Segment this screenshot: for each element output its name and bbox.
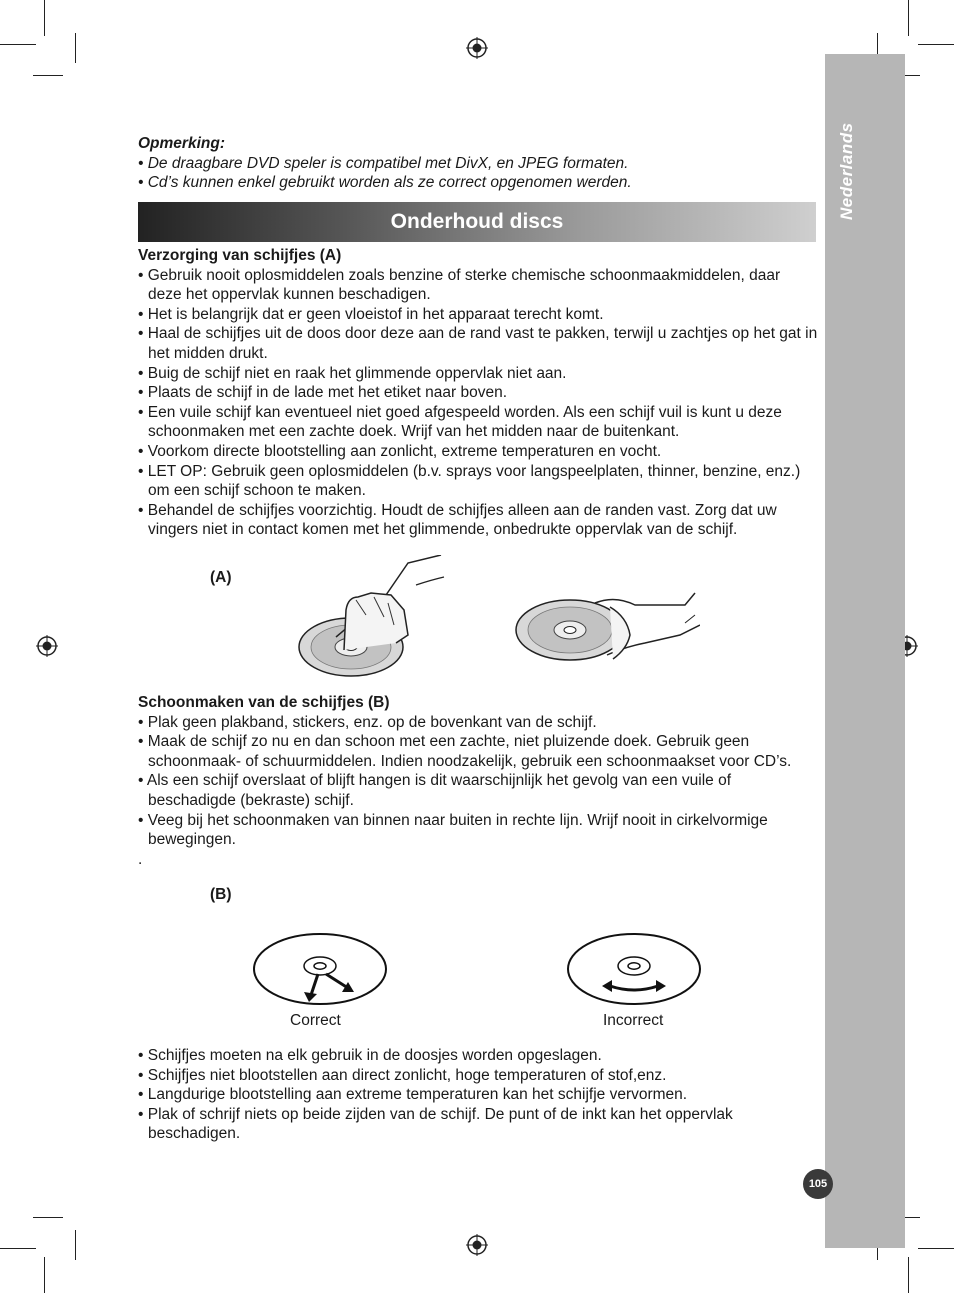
list-item: • Behandel de schijfjes voorzichtig. Houdt de schijfjes alleen aan de randen vast. Zorg dat uw vingers niet in contact komen met het glimmende, onbedrukte oppervlak van de schijf. — [138, 501, 777, 539]
note-line: • Cd’s kunnen enkel gebruikt worden als ze correct opgenomen werden. — [138, 174, 632, 192]
figure-b-label: (B) — [210, 886, 232, 903]
disc-handling-illustration-left — [296, 555, 446, 680]
section-a — [138, 246, 818, 540]
list-item: • Schijfjes niet blootstellen aan direct zonlicht, hoge temperaturen of stof,enz. — [138, 1066, 667, 1084]
list-item: • Gebruik nooit oplosmiddelen zoals benzine of sterke chemische schoonmaakmiddelen, daar deze het oppervlak kunnen beschadigen. — [138, 266, 781, 304]
section-b — [138, 693, 818, 869]
sidebar-language-label: Nederlands — [837, 122, 856, 220]
list-item: • Een vuile schijf kan eventueel niet goed afgespeeld worden. Als een schijf vuil is kunt u deze schoonmaken met een zachte doek. Wrijf van het midden naar de buitenkant. — [138, 403, 782, 441]
list-item: • Schijfjes moeten na elk gebruik in de doosjes worden opgeslagen. — [138, 1047, 602, 1064]
note-block — [138, 134, 818, 193]
section-a-title: Verzorging van schijfjes (A) — [138, 247, 342, 264]
final-notes — [138, 1046, 818, 1144]
list-item: • Langdurige blootstelling aan extreme temperaturen kan het schijfje vervormen. — [138, 1086, 688, 1104]
list-item: • Veeg bij het schoonmaken van binnen naar buiten in rechte lijn. Wrijf nooit in cirkelvormige bewegingen. — [138, 811, 768, 849]
list-item: • Maak de schijf zo nu en dan schoon met een zachte, niet pluizende doek. Gebruik geen schoonmaak- of schuurmiddelen. Indien noodzakelijk, gebruik een schoonmaakset voor CD’s. — [138, 733, 792, 770]
section-b-title: Schoonmaken van de schijfjes (B) — [138, 694, 390, 711]
note-title: Opmerking: — [138, 135, 225, 152]
registration-mark-icon — [466, 37, 488, 59]
list-item: • Buig de schijf niet en raak het glimmende oppervlak niet aan. — [138, 364, 567, 382]
list-item: • LET OP: Gebruik geen oplosmiddelen (b.v. sprays voor langspeelplaten, thinner, benzine, enz.) om een schijf schoon te maken. — [138, 462, 801, 500]
correct-cleaning-disc-icon — [252, 932, 392, 1006]
disc-handling-illustration-right — [515, 585, 700, 675]
list-item: • Plaats de schijf in de lade met het etiket naar boven. — [138, 384, 508, 402]
list-item: • Het is belangrijk dat er geen vloeistof in het apparaat terecht komt. — [138, 305, 604, 323]
list-item: • Als een schijf overslaat of blijft hangen is dit waarschijnlijk het gevolg van een vuile of beschadigde (bekraste) schijf. — [138, 772, 732, 809]
list-item: • Haal de schijfjes uit de doos door deze aan de rand vast te pakken, terwijl u zachtjes op het gat in het midden drukt. — [138, 325, 818, 362]
stray-dot: . — [138, 850, 143, 868]
incorrect-cleaning-disc-icon — [566, 932, 706, 1006]
figure-a-label: (A) — [210, 569, 232, 586]
list-item: • Voorkom directe blootstelling aan zonlicht, extreme temperaturen en vocht. — [138, 442, 662, 460]
caption-correct: Correct — [290, 1012, 341, 1029]
list-item: • Plak of schrijf niets op beide zijden van de schijf. De punt of de inkt kan het oppervlak beschadigen. — [138, 1105, 733, 1143]
registration-mark-icon — [36, 635, 58, 657]
section-banner: Onderhoud discs — [138, 202, 816, 242]
note-line: • De draagbare DVD speler is compatibel met DivX, en JPEG formaten. — [138, 154, 629, 172]
registration-mark-icon — [466, 1234, 488, 1256]
language-sidebar — [825, 54, 905, 1248]
page-number-badge: 105 — [803, 1169, 833, 1199]
list-item: • Plak geen plakband, stickers, enz. op de bovenkant van de schijf. — [138, 713, 597, 731]
caption-incorrect: Incorrect — [603, 1012, 664, 1029]
